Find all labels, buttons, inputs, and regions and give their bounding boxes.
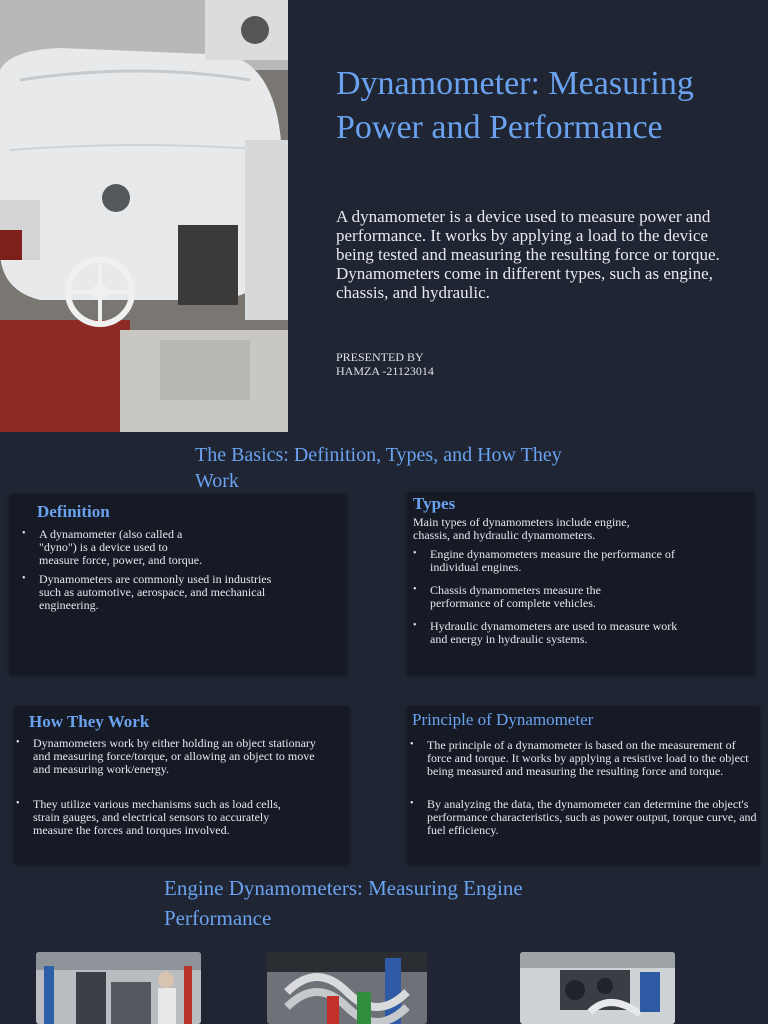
basics-section-title: The Basics: Definition, Types, and How They Work: [195, 444, 562, 492]
types-lead: Main types of dynamometers include engine, chassis, and hydraulic dynamometers.: [413, 515, 630, 542]
types-bullet-1: • Engine dynamometers measure the performance of individual engines.: [430, 548, 715, 574]
how-card: [14, 706, 350, 864]
presenter-block: [336, 350, 434, 378]
engine-photo-3: [520, 952, 675, 1024]
intro-paragraph: A dynamometer is a device used to measure power and performance. It works by applying a load to the device being tested and measuring the resulting force or torque. Dynamometers come in different types, such as engine, chassis, and hydraulic.: [336, 207, 720, 302]
types-card: [407, 492, 755, 675]
dynamometer-illustration: [0, 0, 288, 432]
engine-test-lab-image: [36, 952, 201, 1024]
page-title: Dynamometer: Measuring Power and Performance: [336, 65, 694, 146]
how-heading: How They Work: [29, 712, 150, 731]
definition-list: [39, 528, 274, 612]
principle-card: [407, 706, 760, 864]
definition-card: [9, 494, 347, 675]
types-heading: Types: [413, 494, 456, 513]
definition-heading: Definition: [37, 502, 110, 521]
principle-heading: Principle of Dynamometer: [412, 710, 594, 729]
engine-photo-1: [36, 952, 201, 1024]
presented-by-label: PRESENTED BY: [336, 350, 424, 364]
principle-bullet-1: • The principle of a dynamometer is based on the measurement of force and torque. It works by applying a resistive load to the object being measured and measuring the resulting force and torque.: [427, 739, 757, 778]
engine-photo-2: [267, 952, 427, 1024]
principle-list: [427, 739, 757, 837]
types-bullet-2: • Chassis dynamometers measure the performance of complete vehicles.: [430, 584, 640, 610]
definition-bullet-2: • Dynamometers are commonly used in industries such as automotive, aerospace, and mechanical engineering.: [39, 573, 274, 612]
engine-on-dyno-image: [520, 952, 675, 1024]
how-bullet-1: • Dynamometers work by either holding an object stationary and measuring force/torque, or allowing an object to move and measuring work/energy.: [33, 737, 328, 776]
engine-exhaust-image: [267, 952, 427, 1024]
definition-bullet-1: • A dynamometer (also called a "dyno") is a device used to measure force, power, and torque.: [39, 528, 209, 567]
how-bullet-2: • They utilize various mechanisms such as load cells, strain gauges, and electrical sensors to accurately measure the forces and torques involved.: [33, 798, 285, 837]
principle-bullet-2: • By analyzing the data, the dynamometer can determine the object's performance characteristics, such as power output, torque curve, and fuel efficiency.: [427, 798, 757, 837]
dynamometer-photo: [0, 0, 288, 432]
presenter-name: HAMZA -21123014: [336, 364, 434, 378]
how-list: [33, 737, 328, 837]
engine-section-title: Engine Dynamometers: Measuring Engine Performance: [164, 876, 523, 930]
types-list: [430, 548, 715, 646]
types-bullet-3: • Hydraulic dynamometers are used to measure work and energy in hydraulic systems.: [430, 620, 690, 646]
